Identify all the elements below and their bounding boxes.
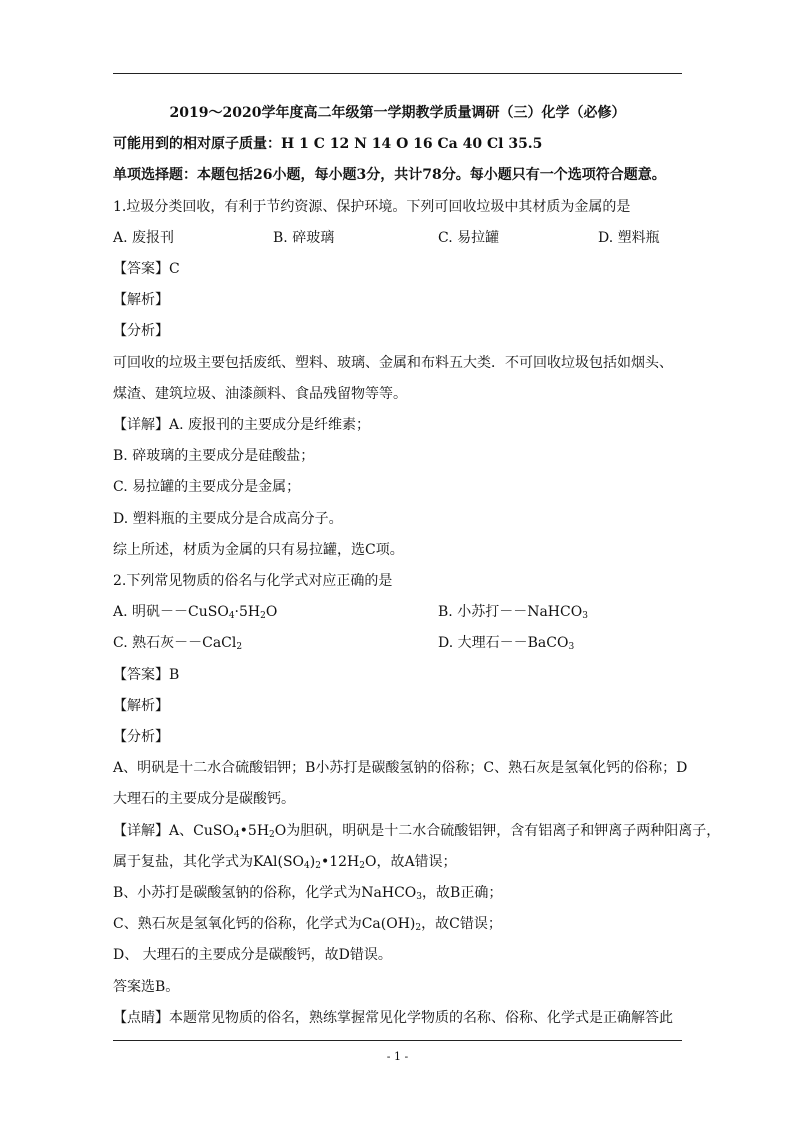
q2-option-b: B. 小苏打－－NaHCO$_3$ [438,604,588,621]
page-title: 2019～2020学年度高二年级第一学期教学质量调研（三）化学（必修） [169,105,626,121]
q2-stem: 2.下列常见物质的俗名与化学式对应正确的是 [113,573,393,589]
q2-option-d: D. 大理石－－BaCO$_3$ [438,635,575,652]
q2-analysis-label: 【解析】 [113,698,169,714]
q1-stem: 1.垃圾分类回收，有利于节约资源、保护环境。下列可回收垃圾中其材质为金属的是 [113,199,631,215]
q1-fenxi-text-1: 可回收的垃圾主要包括废纸、塑料、玻璃、金属和布料五大类．不可回收垃圾包括如烟头、 [113,355,673,371]
q2-option-c: C. 熟石灰－－CaCl$_2$ [113,635,243,652]
atomic-masses: 可能用到的相对原子质量：H 1 C 12 N 14 O 16 Ca 40 Cl 35.5 [113,136,543,152]
q1-detail-3: C. 易拉罐的主要成分是金属； [113,479,301,495]
footer-rule [113,1040,682,1041]
q1-option-a: A. 废报刊 [113,230,175,246]
q1-option-c: C. 易拉罐 [438,230,500,246]
q1-detail-4: D. 塑料瓶的主要成分是合成高分子。 [113,511,343,527]
q1-answer: 【答案】C [113,261,180,277]
q2-detail-1: 【详解】A、$CuSO_4•5H_2O$为胆矾，明矾是十二水合硫酸铝钾，含有铝离子和钾离子两种阳离子， [113,823,721,840]
q2-detail-5: D、 大理石的主要成分是碳酸钙，故D错误。 [113,947,392,963]
q1-detail-1: 【详解】A. 废报刊的主要成分是纤维素； [113,417,371,433]
q1-detail-2: B. 碎玻璃的主要成分是硅酸盐； [113,448,315,464]
page-number: - 1 - [386,1050,409,1063]
q1-fenxi-text-2: 煤渣、建筑垃圾、油漆颜料、食品残留物等等。 [113,386,407,402]
q2-final-answer: 答案选B。 [113,979,180,995]
q2-option-a: A. 明矾$--CuSO_4\cdot 5H_2O$ [113,604,278,621]
q2-detail-2: 属于复盐，其化学式为$KAl(SO_4)_2•12H_2O$，故A错误； [113,854,457,871]
q2-fenxi-label: 【分析】 [113,729,169,745]
q2-fenxi-text-2: 大理石的主要成分是碳酸钙。 [113,791,295,807]
q2-answer: 【答案】B [113,667,180,683]
section-heading: 单项选择题：本题包括26小题，每小题3分，共计78分。每小题只有一个选项符合题意。 [113,167,666,183]
q1-option-b: B. 碎玻璃 [273,230,335,246]
q2-fenxi-text-1: A、明矾是十二水合硫酸铝钾；B小苏打是碳酸氢钠的俗称；C、熟石灰是氢氧化钙的俗称；D [113,760,688,776]
q1-option-d: D. 塑料瓶 [598,230,660,246]
q1-summary: 综上所述，材质为金属的只有易拉罐，选C项。 [113,542,404,558]
q2-detail-3: B、小苏打是碳酸氢钠的俗称，化学式为NaHCO$_3$，故B正确； [113,885,503,902]
q1-fenxi-label: 【分析】 [113,323,169,339]
q2-detail-4: C、熟石灰是氢氧化钙的俗称，化学式为$Ca(OH)_2$，故C错误； [113,916,502,933]
q1-analysis-label: 【解析】 [113,292,169,308]
q2-tip: 【点睛】本题常见物质的俗名，熟练掌握常见化学物质的名称、俗称、化学式是正确解答此 [113,1010,673,1026]
header-rule [113,73,682,74]
